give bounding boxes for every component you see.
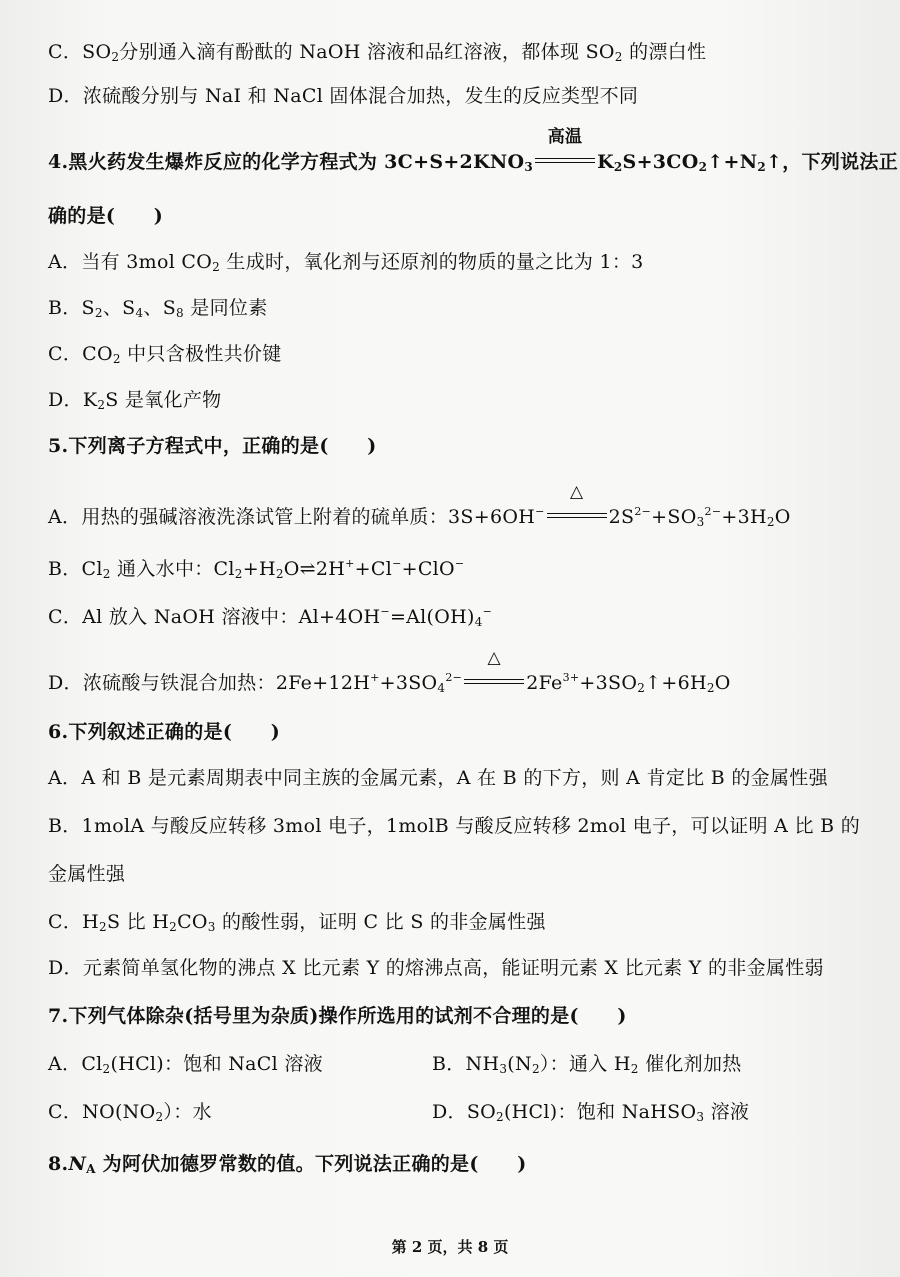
subscript: 2 (613, 160, 623, 174)
text-run: D．K (48, 389, 98, 411)
text-line (48, 482, 791, 536)
subscript: 2 (212, 260, 221, 274)
page-footer: 第 2 页，共 8 页 (391, 1238, 509, 1256)
text-line (48, 648, 731, 702)
text-run: ）：水 (163, 1101, 212, 1123)
reaction-condition (535, 127, 595, 176)
text-run: 、S (143, 297, 177, 319)
text-run: 8. (48, 1153, 69, 1175)
text-line (432, 1098, 749, 1131)
text-line (48, 764, 828, 792)
text-line (48, 1050, 323, 1083)
subscript: 2 (496, 1110, 504, 1124)
subscript: 4 (474, 615, 483, 629)
text-run: B．S (48, 297, 95, 319)
subscript: 4 (437, 681, 446, 695)
text-run: ↑+6H (645, 672, 707, 694)
superscript: − (535, 505, 545, 518)
subscript: 2 (531, 1062, 540, 1076)
subscript: 2 (111, 50, 120, 64)
text-run: S 比 H (106, 911, 170, 933)
text-run: 7.下列气体除杂(括号里为杂质)操作所选用的试剂不合理的是( ) (48, 1005, 627, 1027)
text-line (48, 908, 546, 941)
text-run: +3H (721, 506, 767, 528)
text-run: (N (507, 1053, 532, 1075)
text-run: +3SO (379, 672, 438, 694)
text-line (48, 598, 492, 636)
subscript: 2 (112, 352, 121, 366)
text-run: 确的是( ) (48, 205, 164, 227)
subscript: 3 (207, 920, 216, 934)
question-stem (48, 127, 899, 181)
text-run: A．用热的强碱溶液洗涤试管上附着的硫单质：3S+6OH (48, 506, 536, 528)
text-line (48, 812, 860, 840)
question-stem (48, 1002, 627, 1030)
subscript: A (86, 1162, 96, 1176)
text-run: B．NH (432, 1053, 500, 1075)
subscript: 2 (630, 1062, 639, 1076)
text-run: A．当有 3mol CO (48, 251, 213, 273)
text-run: (HCl)：饱和 NaCl 溶液 (110, 1053, 323, 1075)
text-run: 生成时，氧化剂与还原剂的物质的量之比为 1：3 (220, 251, 644, 273)
text-run: 是同位素 (183, 297, 268, 319)
superscript: 3+ (562, 671, 580, 684)
subscript: 2 (99, 920, 107, 934)
subscript: 2 (97, 398, 106, 412)
text-run: ↑+N (707, 151, 758, 173)
text-run: ↑，下列说法正 (766, 151, 899, 173)
text-run: 的漂白性 (622, 41, 707, 63)
superscript: 2− (634, 505, 652, 518)
superscript: + (345, 557, 355, 570)
superscript: + (370, 671, 380, 684)
superscript: − (454, 557, 465, 570)
text-run: C．Al 放入 NaOH 溶液中：Al+4OH (48, 606, 381, 628)
subscript: 2 (706, 681, 715, 695)
text-run: K (597, 151, 614, 173)
text-run: 的酸性弱，证明 C 比 S 的非金属性强 (215, 911, 546, 933)
subscript: 8 (176, 306, 184, 320)
text-line (48, 248, 644, 281)
superscript: − (482, 605, 493, 618)
text-run: O (774, 506, 791, 528)
subscript: 2 (757, 160, 767, 174)
subscript: 3 (524, 160, 534, 174)
text-run: S 是氧化产物 (105, 389, 222, 411)
text-line (48, 340, 282, 373)
text-line (48, 954, 824, 982)
text-run: C．H (48, 911, 100, 933)
subscript: 2 (637, 681, 646, 695)
subscript: 2 (614, 50, 623, 64)
text-line (48, 386, 221, 419)
text-run: A．A 和 B 是元素周期表中同主族的金属元素，A 在 B 的下方，则 A 肯定比 B 的金属性强 (48, 767, 828, 789)
text-run: C．SO (48, 41, 112, 63)
text-run: 金属性强 (48, 863, 126, 885)
question-stem (48, 432, 377, 460)
text-run: 通入水中：Cl (110, 558, 235, 580)
text-run: 6.下列叙述正确的是( ) (48, 721, 281, 743)
text-run: (HCl)：饱和 NaHSO (503, 1101, 697, 1123)
subscript: 3 (696, 1110, 705, 1124)
text-run: +SO (651, 506, 697, 528)
text-line (48, 550, 464, 588)
text-line (432, 1050, 742, 1083)
text-run: +Cl (354, 558, 393, 580)
subscript: 3 (696, 515, 705, 529)
text-line (48, 860, 125, 888)
text-run: O (714, 672, 731, 694)
text-run: 2S (608, 506, 635, 528)
text-run: 中只含极性共价键 (120, 343, 282, 365)
subscript: 3 (499, 1062, 508, 1076)
superscript: − (380, 605, 390, 618)
text-run: D．浓硫酸分别与 NaI 和 NaCl 固体混合加热，发生的反应类型不同 (48, 85, 639, 107)
question-stem (48, 202, 163, 230)
text-run: 为阿伏加德罗常数的值。下列说法正确的是( ) (95, 1153, 527, 1175)
equals-sign (464, 679, 524, 684)
subscript: 2 (169, 920, 178, 934)
subscript: 2 (102, 1062, 111, 1076)
reaction-condition (464, 648, 524, 697)
text-run: O⇌2H (283, 558, 346, 580)
text-run: N (68, 1153, 87, 1175)
text-line (48, 82, 638, 110)
text-run: CO (177, 911, 208, 933)
text-run: 溶液 (704, 1101, 750, 1123)
text-run: +ClO (401, 558, 455, 580)
subscript: 2 (766, 515, 775, 529)
text-run: 5.下列离子方程式中，正确的是( ) (48, 435, 377, 457)
subscript: 4 (135, 306, 144, 320)
condition-label: 高温 (547, 127, 583, 147)
question-stem (48, 718, 280, 746)
text-run: D．浓硫酸与铁混合加热：2Fe+12H (48, 672, 371, 694)
text-run: =Al(OH) (389, 606, 475, 628)
superscript: − (392, 557, 402, 570)
text-run: D．SO (432, 1101, 497, 1123)
text-run: 2Fe (526, 672, 563, 694)
subscript: 2 (155, 1110, 164, 1124)
text-run: C．CO (48, 343, 113, 365)
superscript: 2− (445, 671, 463, 684)
text-line (48, 294, 268, 327)
equals-sign (547, 513, 607, 518)
text-run: ）：通入 H (539, 1053, 631, 1075)
text-run: B．Cl (48, 558, 103, 580)
equals-sign (535, 158, 595, 163)
text-run: +3SO (579, 672, 638, 694)
text-run: A．Cl (48, 1053, 103, 1075)
text-run: 分别通入滴有酚酞的 NaOH 溶液和品红溶液，都体现 SO (119, 41, 615, 63)
text-run: B．1molA 与酸反应转移 3mol 电子，1molB 与酸反应转移 2mol 电子，可以证明 A 比 B 的 (48, 815, 861, 837)
text-run: 、S (102, 297, 136, 319)
subscript: 2 (698, 160, 708, 174)
text-run: D．元素简单氢化物的沸点 X 比元素 Y 的熔沸点高，能证明元素 X 比元素 Y 的非金属性弱 (48, 957, 824, 979)
condition-label: △ (569, 482, 584, 502)
subscript: 2 (275, 567, 284, 581)
text-run: 4.黑火药发生爆炸反应的化学方程式为 3C+S+2KNO (48, 151, 525, 173)
superscript: 2− (704, 505, 722, 518)
text-run: C．NO(NO (48, 1101, 156, 1123)
reaction-condition (547, 482, 607, 531)
question-stem (48, 1150, 527, 1183)
text-run: S+3CO (622, 151, 699, 173)
condition-label: △ (487, 648, 501, 668)
text-run: 催化剂加热 (638, 1053, 742, 1075)
subscript: 2 (234, 567, 243, 581)
text-line (48, 38, 706, 71)
subscript: 2 (102, 567, 111, 581)
subscript: 2 (94, 306, 103, 320)
text-run: +H (242, 558, 276, 580)
text-line (48, 1098, 212, 1131)
